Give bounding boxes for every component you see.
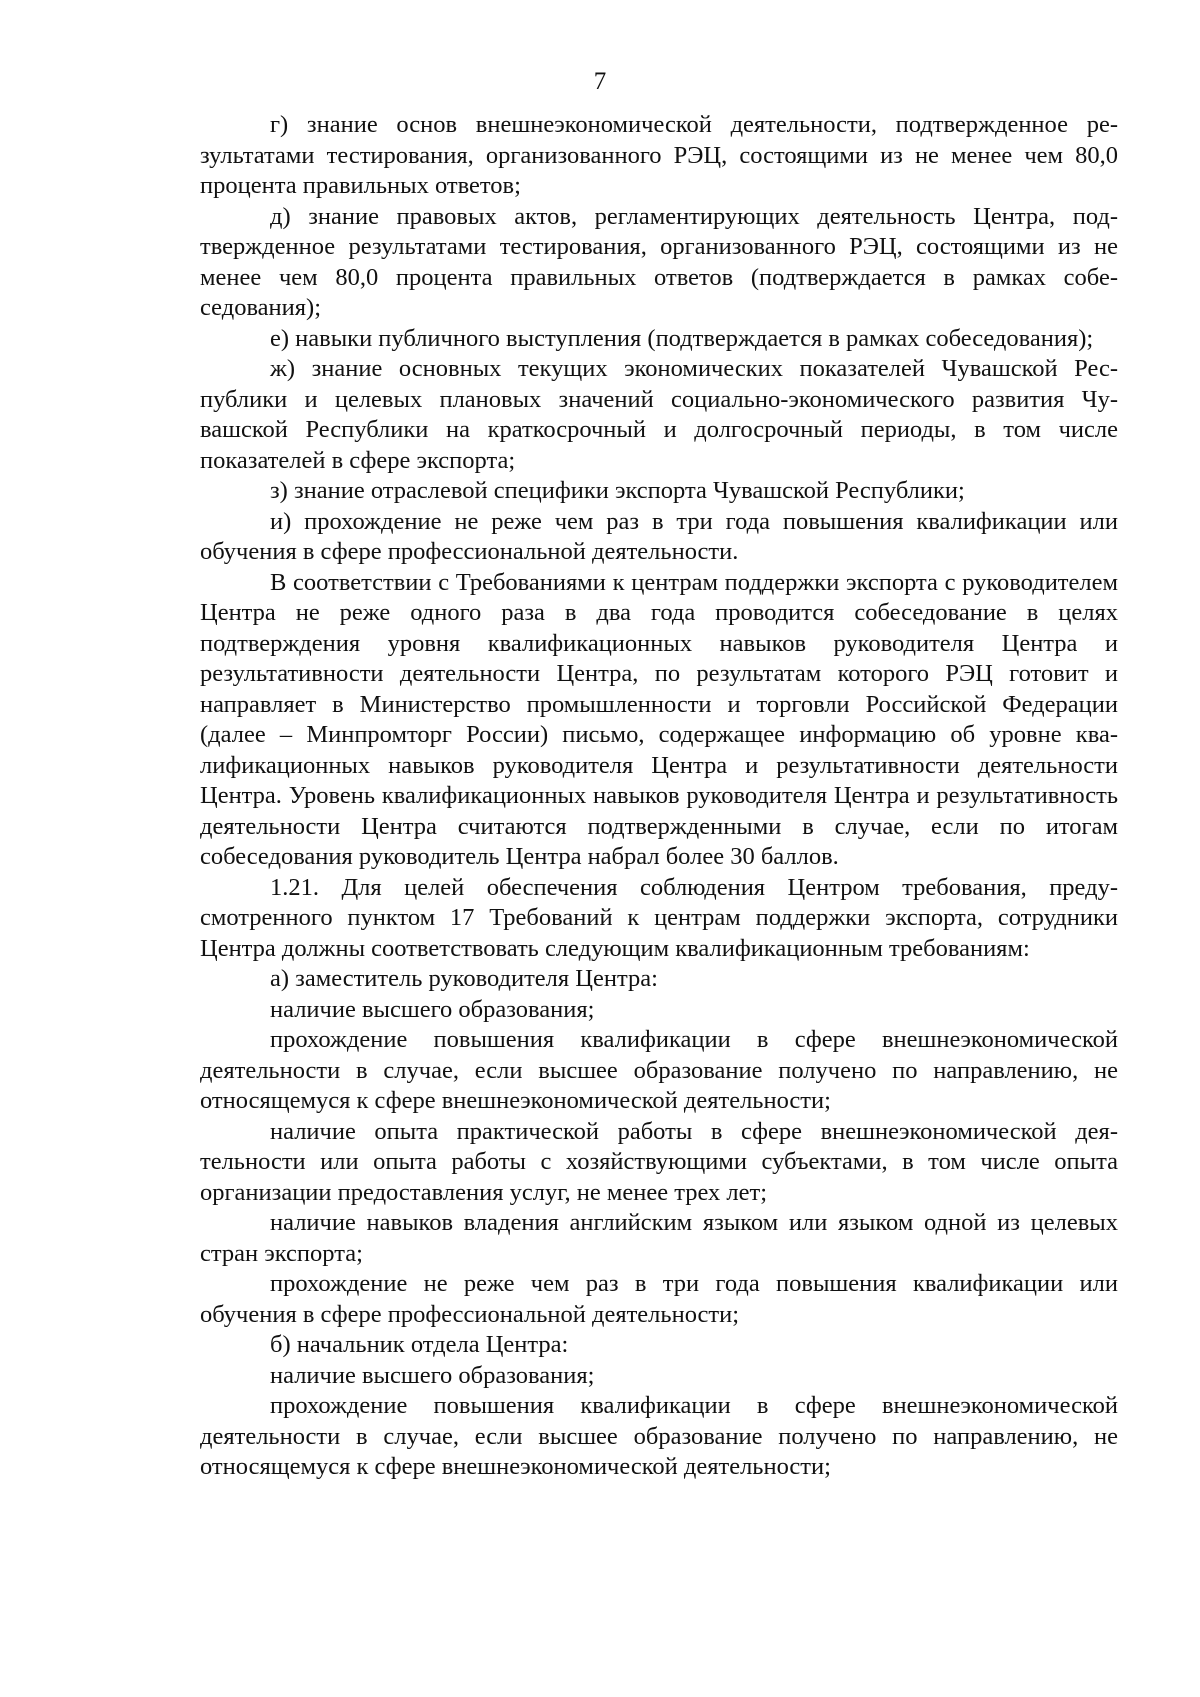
paragraph-z-export-specifics: з) знание отраслевой специфики экспорта Чувашской Республики;: [270, 477, 965, 504]
paragraph-g-foreign-trade-knowledge: г) знание основ внешнеэкономической деятельности, подтвержденное результатами тестирования, организованного РЭЦ, состоящими из не менее чем 80,0 процента правильных ответов;: [200, 111, 1118, 199]
paragraph-i-qualification-training: и) прохождение не реже чем раз в три года повышения квалификации или обучения в сфере профессиональной деятельности.: [200, 507, 1118, 565]
paragraph-1-21-staff-requirements: 1.21. Для целей обеспечения соблюдения Центром требования, предусмотренного пунктом 17 Требований к центрам поддержки экспорта, сотрудники Центра должны соответствовать следующим квалификационным требованиям:: [200, 873, 1118, 962]
paragraph-a-deputy-head: а) заместитель руководителя Центра:: [270, 965, 658, 992]
paragraph-interview-requirements: В соответствии с Требованиями к центрам поддержки экспорта с руководителем Центра не реже одного раза в два года проводится собеседование в целях подтверждения уровня квалификационных навыков руководителя Центра и результативности деятельности Центра, по результатам которого РЭЦ готовит и направляет в Министерство промышленности и торговли Российской Федерации (далее – Минпромторг России) письмо, содержащее информацию об уровне квалификационных навыков руководителя Центра и результативности деятельности Центра. Уровень квалификационных навыков руководителя Центра и результативность деятельности Центра считаются подтвержденными в случае, если по итогам собеседования руководитель Центра набрал более 30 баллов.: [200, 568, 1118, 870]
paragraph-qualification-upgrade: прохождение повышения квалификации в сфере внешнеэкономической деятельности в случае, если высшее образование получено по направлению, не относящемуся к сфере внешнеэкономической деятельности;: [200, 1026, 1118, 1114]
page-number: 7: [593, 68, 607, 95]
document-body: [200, 110, 1118, 1483]
paragraph-practical-experience: наличие опыта практической работы в сфере внешнеэкономической деятельности или опыта работы с хозяйствующими субъектами, в том числе опыта организации предоставления услуг, не менее трех лет;: [200, 1117, 1118, 1206]
paragraph-d-legal-acts-knowledge: д) знание правовых актов, регламентирующих деятельность Центра, подтвержденное результатами тестирования, организованного РЭЦ, состоящими из не менее чем 80,0 процента правильных ответов (подтверждается в рамках собеседования);: [200, 202, 1118, 321]
paragraph-higher-education: наличие высшего образования;: [270, 995, 595, 1023]
paragraph-periodic-training: прохождение не реже чем раз в три года повышения квалификации или обучения в сфере профессиональной деятельности;: [200, 1270, 1118, 1328]
paragraph-e-public-speaking: е) навыки публичного выступления (подтверждается в рамках собеседования);: [270, 324, 1094, 352]
paragraph-zh-economic-indicators: ж) знание основных текущих экономических показателей Чувашской Республики и целевых плановых значений социально-экономического развития Чувашской Республики на краткосрочный и долгосрочный периоды, в том числе показателей в сфере экспорта;: [200, 355, 1118, 474]
paragraph-language-skills: наличие навыков владения английским языком или языком одной из целевых стран экспорта;: [200, 1209, 1118, 1267]
paragraph-qualification-upgrade-2: прохождение повышения квалификации в сфере внешнеэкономической деятельности в случае, если высшее образование получено по направлению, не относящемуся к сфере внешнеэкономической деятельности;: [200, 1392, 1118, 1480]
paragraph-b-department-head: б) начальник отдела Центра:: [270, 1331, 569, 1358]
paragraph-higher-education-2: наличие высшего образования;: [270, 1361, 595, 1389]
